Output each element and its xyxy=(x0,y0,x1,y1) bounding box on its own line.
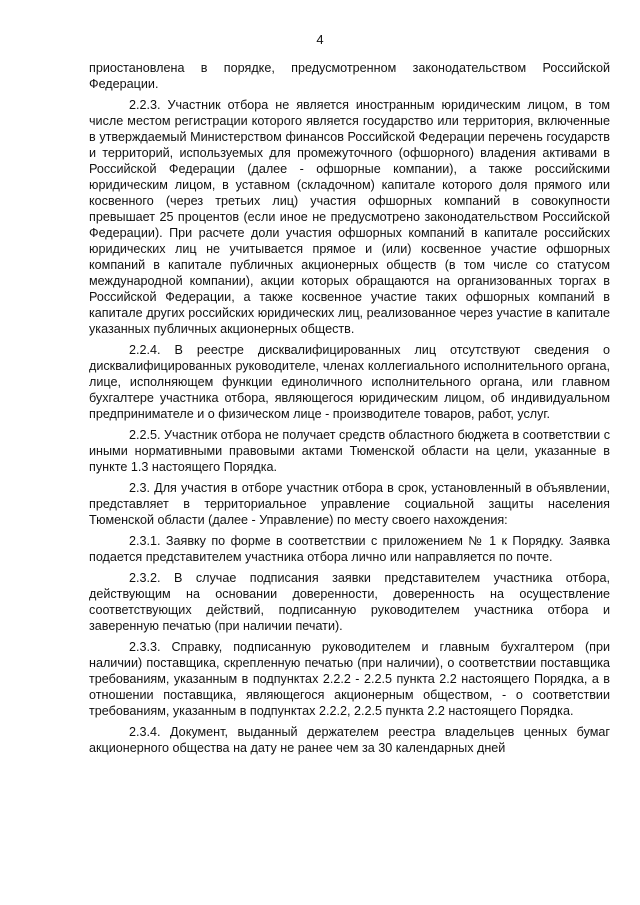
page-number: 4 xyxy=(316,32,324,47)
document-body xyxy=(89,60,610,760)
paragraph-2-2-5: 2.2.5. Участник отбора не получает средств областного бюджета в соответствии с иными нормативными правовыми актами Тюменской области на цели, указанные в пункте 1.3 настоящего Порядка. xyxy=(89,428,610,474)
paragraph-continuation: приостановлена в порядке, предусмотренном законодательством Российской Федерации. xyxy=(89,61,610,91)
paragraph-2-2-4: 2.2.4. В реестре дисквалифицированных лиц отсутствуют сведения о дисквалифицированных руководителе, членах коллегиального исполнительного органа, лице, исполняющем функции единоличного исполнительного органа, или главном бухгалтере участника отбора, являющегося юридическим лицом, об индивидуальном предпринимателе и о физическом лице - производителе товаров, работ, услуг. xyxy=(89,343,610,421)
paragraph-2-3-2: 2.3.2. В случае подписания заявки представителем участника отбора, действующим на основании доверенности, доверенность на осуществление соответствующих действий, подписанную руководителем участника отбора и заверенную печатью (при наличии печати). xyxy=(89,571,610,633)
paragraph-2-3: 2.3. Для участия в отборе участник отбора в срок, установленный в объявлении, представляет в территориальное управление социальной защиты населения Тюменской области (далее - Управление) по месту своего нахождения: xyxy=(89,481,610,527)
paragraph-2-3-1: 2.3.1. Заявку по форме в соответствии с приложением № 1 к Порядку. Заявка подается представителем участника отбора лично или направляется по почте. xyxy=(89,534,610,564)
paragraph-2-3-4: 2.3.4. Документ, выданный держателем реестра владельцев ценных бумаг акционерного общества на дату не ранее чем за 30 календарных дней xyxy=(89,725,610,755)
paragraph-2-3-3: 2.3.3. Справку, подписанную руководителем и главным бухгалтером (при наличии) поставщика, скрепленную печатью (при наличии), о соответствии поставщика требованиям, указанным в подпунктах 2.2.2 - 2.2.5 пункта 2.2 настоящего Порядка, а в отношении поставщика, являющегося акционерным обществом, - о соответствии требованиям, указанным в подпунктах 2.2.2, 2.2.5 пункта 2.2 настоящего Порядка. xyxy=(89,640,610,718)
paragraph-2-2-3: 2.2.3. Участник отбора не является иностранным юридическим лицом, в том числе местом регистрации которого является государство или территория, включенные в утверждаемый Министерством финансов Российской Федерации перечень государств и территорий, используемых для промежуточного (офшорного) владения активами в Российской Федерации (далее - офшорные компании), а также российскими юридическим лицом, в уставном (складочном) капитале которого доля прямого или косвенного (через третьих лиц) участия офшорных компаний в совокупности превышает 25 процентов (если иное не предусмотрено законодательством Российской Федерации). При расчете доли участия офшорных компаний в капитале российских юридических лиц не учитывается прямое и (или) косвенное участие офшорных компаний в капитале публичных акционерных обществ (в том числе со статусом международной компании), акции которых обращаются на организованных торгах в Российской Федерации, а также косвенное участие таких офшорных компаний в капитале других российских юридических лиц, реализованное через участие в капитале указанных публичных акционерных обществ. xyxy=(89,98,610,336)
